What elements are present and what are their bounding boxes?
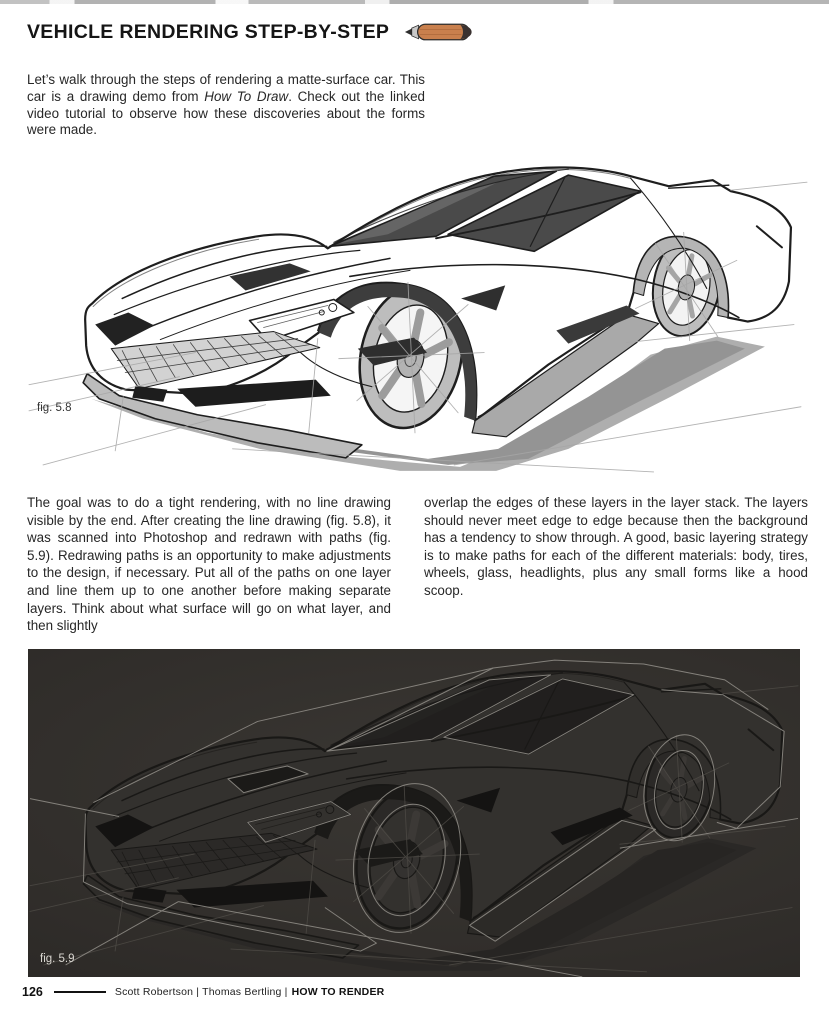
footer-book-title: HOW TO RENDER: [291, 986, 385, 998]
body-text-left-column: The goal was to do a tight rendering, with no line drawing visible by the end. After creating the line drawing (fig. 5.8), it was scanned into Photoshop and redrawn with paths (fig. 5.9). Redrawing paths is an opportunity to make adjustments to the design, if necessary. Put all of the paths on one layer and line them up to one another before making separate layers. Think about what surface will go on what layer, and then slightly: [27, 495, 391, 634]
page-header: [27, 20, 477, 44]
intro-paragraph: [27, 72, 425, 138]
figure-5-8-label: fig. 5.8: [37, 402, 72, 414]
page-footer: [22, 985, 384, 999]
footer-rule: [54, 991, 106, 993]
figure-5-9-label: fig. 5.9: [40, 953, 75, 965]
body-text-columns: [27, 494, 808, 635]
scan-edge-artifact: [0, 0, 829, 4]
page-number: 126: [22, 985, 43, 999]
car-line-drawing: [27, 148, 809, 474]
body-text-right-column: overlap the edges of these layers in the layer stack. The layers should never meet edge to edge because then the background has a tendency to show through. A good, basic layering strategy is to make paths for each of the different materials: body, tires, wheels, glass, headlights, plus any small forms like a hood scoop.: [424, 495, 808, 598]
intro-text-1: Let’s walk through the steps of rendering a matte-surface car. This car is a drawing demo from: [27, 72, 425, 104]
figure-5-8: [27, 148, 809, 478]
intro-text-2: . Check out the linked video tutorial to observe how these discoveries about the forms were made.: [27, 88, 426, 138]
figure-5-9: [28, 649, 800, 977]
footer-authors: Scott Robertson | Thomas Bertling |: [114, 986, 288, 998]
photoshop-paths-view: [28, 649, 800, 977]
pencil-icon: [403, 20, 477, 44]
intro-book-title: How To Draw: [204, 88, 289, 104]
page-title: VEHICLE RENDERING STEP-BY-STEP: [27, 20, 390, 43]
